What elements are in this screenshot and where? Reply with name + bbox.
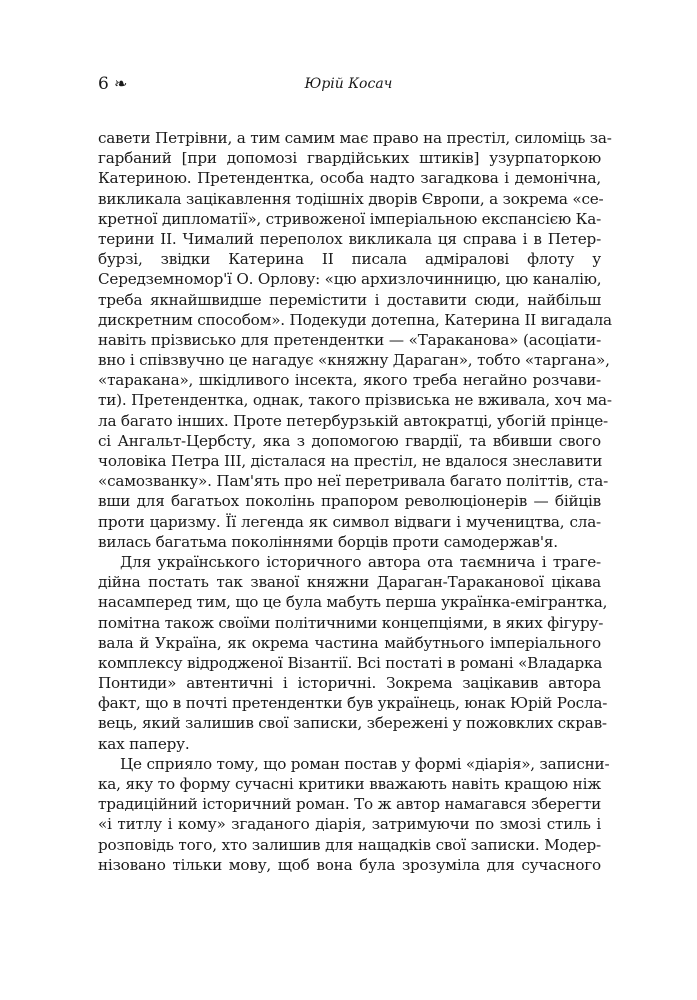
text-line: савети Петрівни, а тим самим має право на престіл, силоміць за- [98, 129, 612, 147]
text-line: навіть прізвисько для претендентки — «Тараканова» (асоціати- [98, 330, 601, 349]
ornament-icon: ❧ [114, 74, 128, 93]
text-line: гарбаний [при допомозі гвардійських штиків] узурпаторкою [98, 149, 601, 168]
text-line: Для українського історичного автора ота таємнича і траге- [120, 552, 601, 571]
text-line: ла багато інших. Проте петербурзькій автократці, убогій прінце- [98, 411, 608, 430]
text-line: чоловіка Петра III, дісталася на престіл, не вдалося знеславити [98, 452, 603, 470]
text-line: насамперед тим, що це була мабуть перша українка-емігрантка, [98, 593, 608, 612]
text-line: Понтиди» автентичні і історичні. Зокрема зацікавив автора [98, 674, 601, 693]
text-line: бурзі, звідки Катерина II писала адміралові флоту у [98, 250, 601, 269]
text-line: терини II. Чималий переполох викликала ця справа і в Петер- [98, 229, 601, 248]
text-line: ках паперу. [98, 734, 190, 753]
text-line: сі Ангальт-Цербсту, яка з допомогою гвардії, та вбивши свого [98, 431, 601, 450]
text-line: помітна також своїми політичними концепціями, в яких фігуру- [98, 613, 604, 632]
text-line: Це сприяло тому, що роман постав у формі «діарія», записни- [120, 754, 610, 773]
text-line: проти царизму. Її легенда як символ відваги і мучеництва, сла- [98, 512, 601, 531]
text-line: нізовано тільки мову, щоб вона була зрозуміла для сучасного [98, 855, 601, 874]
text-line: вно і співзвучно це нагадує «княжну Дараган», тобто «таргана», [98, 351, 610, 370]
text-line: вець, який залишив свої записки, збережені у пожовклих скрав- [98, 714, 607, 733]
text-line: дискретним способом». Подекуди дотепна, Катерина II вигадала [98, 310, 612, 329]
text-line: треба якнайшвидше перемістити і доставити сюди, найбільш [98, 290, 601, 309]
text-line: «самозванку». Пам'ять про неї перетривала багато політтів, ста- [98, 472, 609, 491]
running-title: Юрій Косач [304, 76, 393, 92]
text-line: вилась багатьма поколіннями борців проти самодержав'я. [98, 532, 558, 551]
text-line: традиційний історичний роман. То ж автор намагався зберегти [98, 795, 602, 814]
text-line: вала й Україна, як окрема частина майбутнього імперіального [98, 633, 601, 652]
text-line: ти). Претендентка, однак, такого прізвиська не вживала, хоч ма- [98, 391, 612, 410]
text-line: комплексу відродженої Візантії. Всі постаті в романі «Владарка [98, 653, 603, 672]
text-line: розповідь того, хто залишив для нащадків свої записки. Модер- [98, 835, 601, 854]
text-line: дійна постать так званої княжни Дараган-Тараканової цікава [98, 573, 601, 592]
body-text [98, 128, 612, 875]
text-line: ка, яку то форму сучасні критики вважають навіть кращою ніж [98, 775, 601, 793]
text-line: факт, що в почті претендентки був українець, юнак Юрій Росла- [98, 694, 608, 713]
text-line: Середземномор'ї О. Орлову: «цю архизлочинницю, цю каналію, [98, 270, 602, 289]
text-line: кретної дипломатії», стривоженої імперіальною експансією Ка- [98, 209, 602, 228]
text-line: Катериною. Претендентка, особа надто загадкова і демонічна, [98, 169, 601, 188]
text-line: «таракана», шкідливого інсекта, якого треба негайно розчави- [98, 371, 601, 390]
page-number: 6 [98, 74, 109, 94]
text-line: «і титлу і кому» згаданого діарія, затримуючи по змозі стиль і [98, 815, 601, 834]
text-line: вши для багатьох поколінь прапором революціонерів — бійців [98, 492, 601, 511]
text-line: викликала зацікавлення тодішніх дворів Європи, а зокрема «се- [98, 189, 604, 208]
